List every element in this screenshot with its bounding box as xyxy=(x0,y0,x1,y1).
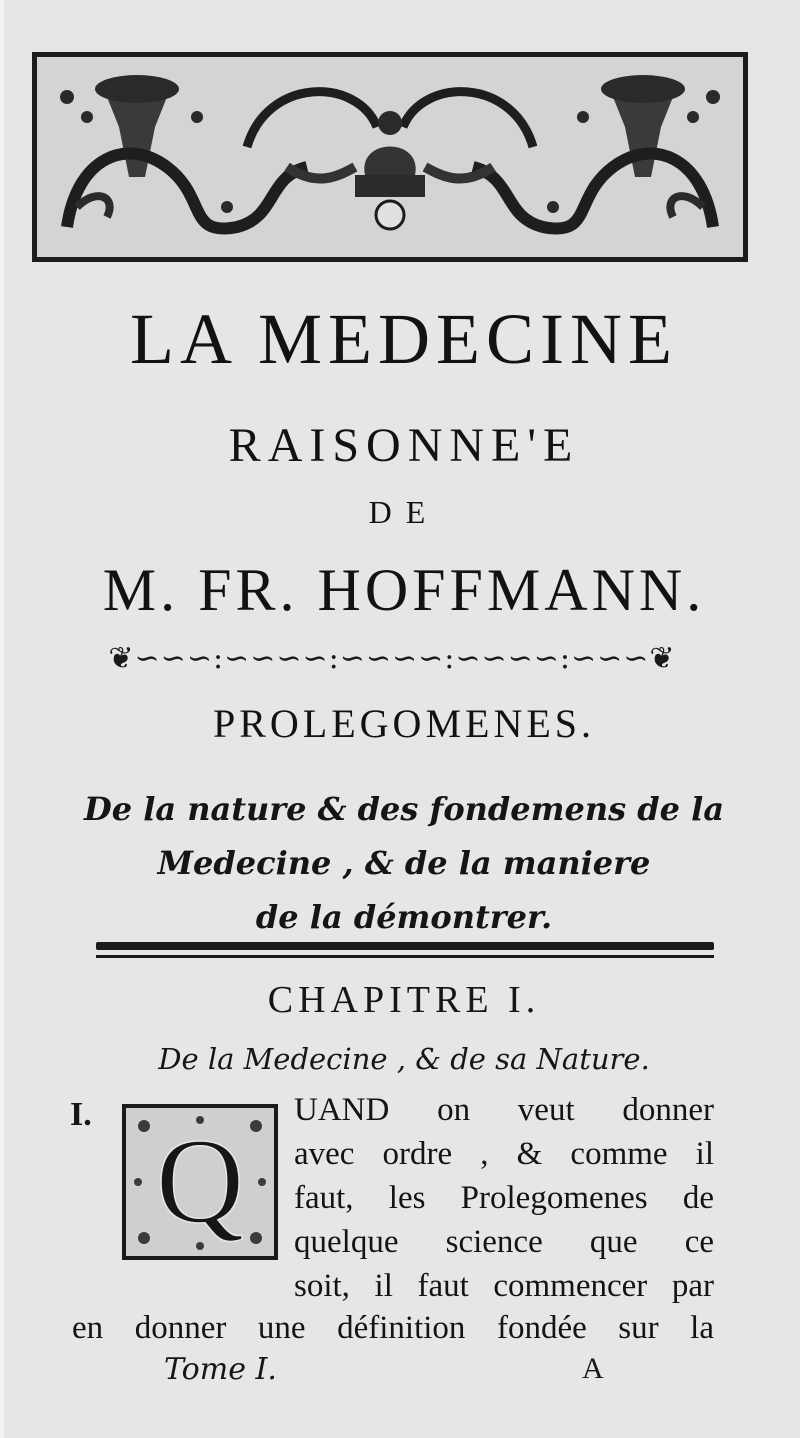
double-rule-divider xyxy=(96,942,714,964)
title-line-1: LA MEDECINE xyxy=(130,299,678,379)
fleuron-divider-icon: ❦∽∽∽:∽∽∽∽:∽∽∽∽:∽∽∽∽:∽∽∽❦ xyxy=(108,642,676,676)
body-line: avec ordre , & comme il xyxy=(294,1136,714,1172)
section-heading: PROLEGOMENES. xyxy=(212,701,596,746)
section-subtitle xyxy=(64,782,744,944)
body-line: faut, les Prolegomenes de xyxy=(294,1180,714,1216)
body-line: soit, il faut commencer par xyxy=(294,1268,714,1304)
subtitle-line: de la démontrer. xyxy=(255,898,553,936)
drop-cap-icon xyxy=(122,1104,278,1260)
body-line: quelque science que ce xyxy=(294,1224,714,1260)
headpiece-ornament-icon xyxy=(32,52,748,262)
subtitle-line: Medecine , & de la maniere xyxy=(157,844,651,882)
volume-signature: Tome I. xyxy=(164,1352,277,1387)
subtitle-line: De la nature & des fondemens de la xyxy=(83,790,725,828)
title-line-2: RAISONNE'E xyxy=(228,419,580,472)
chapter-title: CHAPITRE I. xyxy=(267,979,541,1021)
author-name: M. FR. HOFFMANN. xyxy=(102,557,706,623)
drop-cap-letter: Q xyxy=(155,1114,245,1249)
body-line: en donner une définition fondée sur la xyxy=(72,1310,714,1346)
chapter-subtitle: De la Medecine , & de sa Nature. xyxy=(158,1042,650,1076)
gathering-signature: A xyxy=(582,1352,604,1385)
paragraph-number: I. xyxy=(70,1096,92,1133)
body-line: UAND on veut donner xyxy=(294,1092,714,1128)
title-line-3: DE xyxy=(368,494,440,530)
